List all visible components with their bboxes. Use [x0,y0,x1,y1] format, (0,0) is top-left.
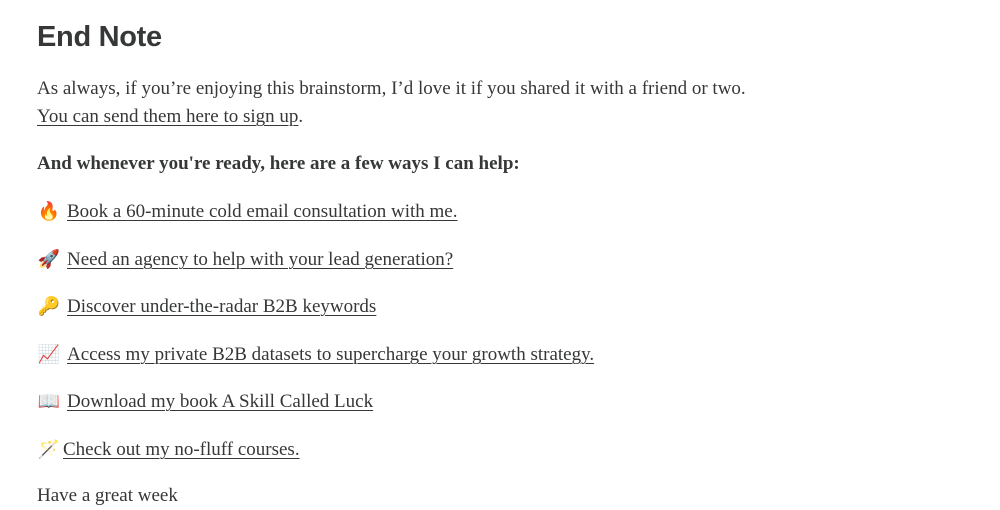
key-icon: 🔑 [37,296,61,317]
open-book-icon: 📖 [37,391,61,412]
help-item [37,246,453,274]
keywords-link[interactable]: Discover under-the-radar B2B keywords [67,296,377,317]
agency-link[interactable]: Need an agency to help with your lead generation? [67,249,454,270]
help-item [37,436,300,464]
help-lead-text: And whenever you're ready, here are a few ways I can help: [37,153,520,174]
book-link[interactable]: Download my book A Skill Called Luck [67,391,374,412]
intro-paragraph [37,75,747,131]
magic-wand-icon: 🪄 [37,439,61,460]
intro-period: . [298,106,304,127]
signup-link[interactable]: You can send them here to sign up [37,106,299,127]
intro-text: As always, if you’re enjoying this brainstorm, I’d love it if you shared it with a friend or two. [37,78,746,99]
courses-link[interactable]: Check out my no-fluff courses. [63,439,300,460]
help-item [37,293,376,321]
help-item [37,388,373,416]
cutoff-text: Have a great week [37,485,178,506]
help-item [37,341,594,369]
rocket-icon: 🚀 [37,249,61,270]
datasets-link[interactable]: Access my private B2B datasets to supercharge your growth strategy. [67,344,595,365]
section-heading: End Note [37,21,162,53]
chart-increasing-icon: 📈 [37,344,61,365]
fire-icon: 🔥 [37,201,61,222]
help-item [37,198,457,226]
consultation-link[interactable]: Book a 60-minute cold email consultation with me. [67,201,458,222]
